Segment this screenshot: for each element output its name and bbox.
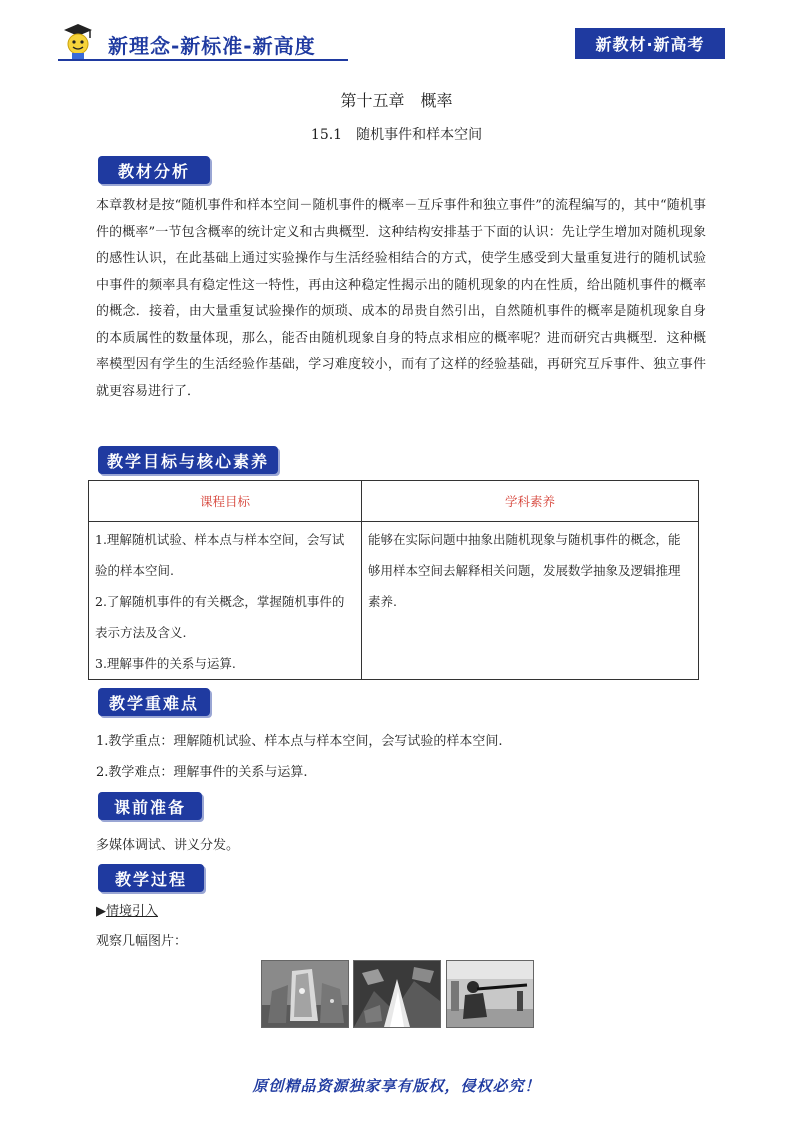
observe-text: 观察几幅图片： (96, 934, 188, 949)
section-title: 15.1 随机事件和样本空间 (310, 127, 483, 143)
goals-col-header-literacy: 学科素养 (362, 481, 699, 522)
goals-col-header-course: 课程目标 (89, 481, 362, 522)
key-points-heading: 教学重难点 (98, 688, 210, 716)
campfire-photo (353, 960, 441, 1028)
header-badge: 新教材·新高考 (575, 28, 725, 59)
course-goals-cell (89, 522, 362, 680)
preparation-text: 多媒体调试、讲义分发。 (96, 838, 240, 853)
analysis-paragraph: 本章教材是按“随机事件和样本空间－随机事件的概率－互斥事件和独立事件”的流程编写的，其中“随机事件的概率”一节包含概率的统计定义和古典概型．这种结构安排基于下面的认识：先让学生增加对随机现象的感性认识，在此基础上通过实验操作与生活经验相结合的方式，使学生感受到大量重复进行的随机试验中事件的频率具有稳定性这一特性，再由这种稳定性揭示出的随机现象的内在性质，给出随机事件的概率的概念．接着，由大量重复试验操作的烦琐、成本的昂贵自然引出，自然随机事件的概率是随机现象自身的本质属性的数量体现，那么，能否由随机现象自身的特点求相应的概率呢？进而研究古典概型．这种概率模型因有学生的生活经验作基础，学习难度较小，而有了这样的经验基础，再研究互斥事件、独立事件就更容易进行了． (96, 198, 706, 399)
burning-wood-photo (261, 960, 349, 1028)
preparation-heading: 课前准备 (98, 792, 202, 820)
chapter-title: 第十五章 概率 (340, 91, 453, 110)
process-heading: 教学过程 (98, 864, 204, 892)
literacy-cell (362, 522, 699, 680)
scenario-intro (96, 900, 158, 919)
header-underline (58, 59, 348, 61)
header-slogan: 新理念-新标准-新高度 (108, 34, 316, 58)
analysis-heading: 教材分析 (98, 156, 210, 184)
literacy-text: 能够在实际问题中抽象出随机现象与随机事件的概念，能够用样本空间去解释相关问题，发展数学抽象及逻辑推理素养. (368, 532, 681, 609)
course-goal-item: 3.理解事件的关系与运算. (95, 656, 236, 671)
course-goal-item: 1.理解随机试验、样本点与样本空间，会写试验的样本空间. (95, 532, 345, 578)
goals-heading: 教学目标与核心素养 (98, 446, 278, 474)
course-goal-item: 2.了解随机事件的有关概念，掌握随机事件的表示方法及含义. (95, 594, 345, 640)
key-point-item: 1.教学重点：理解随机试验、样本点与样本空间，会写试验的样本空间. (96, 734, 503, 749)
biathlon-shooter-photo (446, 960, 534, 1028)
footer-copyright: 原创精品资源独家享有版权，侵权必究！ (252, 1077, 541, 1095)
goals-table (88, 480, 699, 680)
key-point-item: 2.教学难点：理解事件的关系与运算. (96, 765, 308, 780)
scenario-intro-label: 情境引入 (106, 904, 159, 919)
triangle-marker-icon: ▶ (96, 904, 106, 919)
